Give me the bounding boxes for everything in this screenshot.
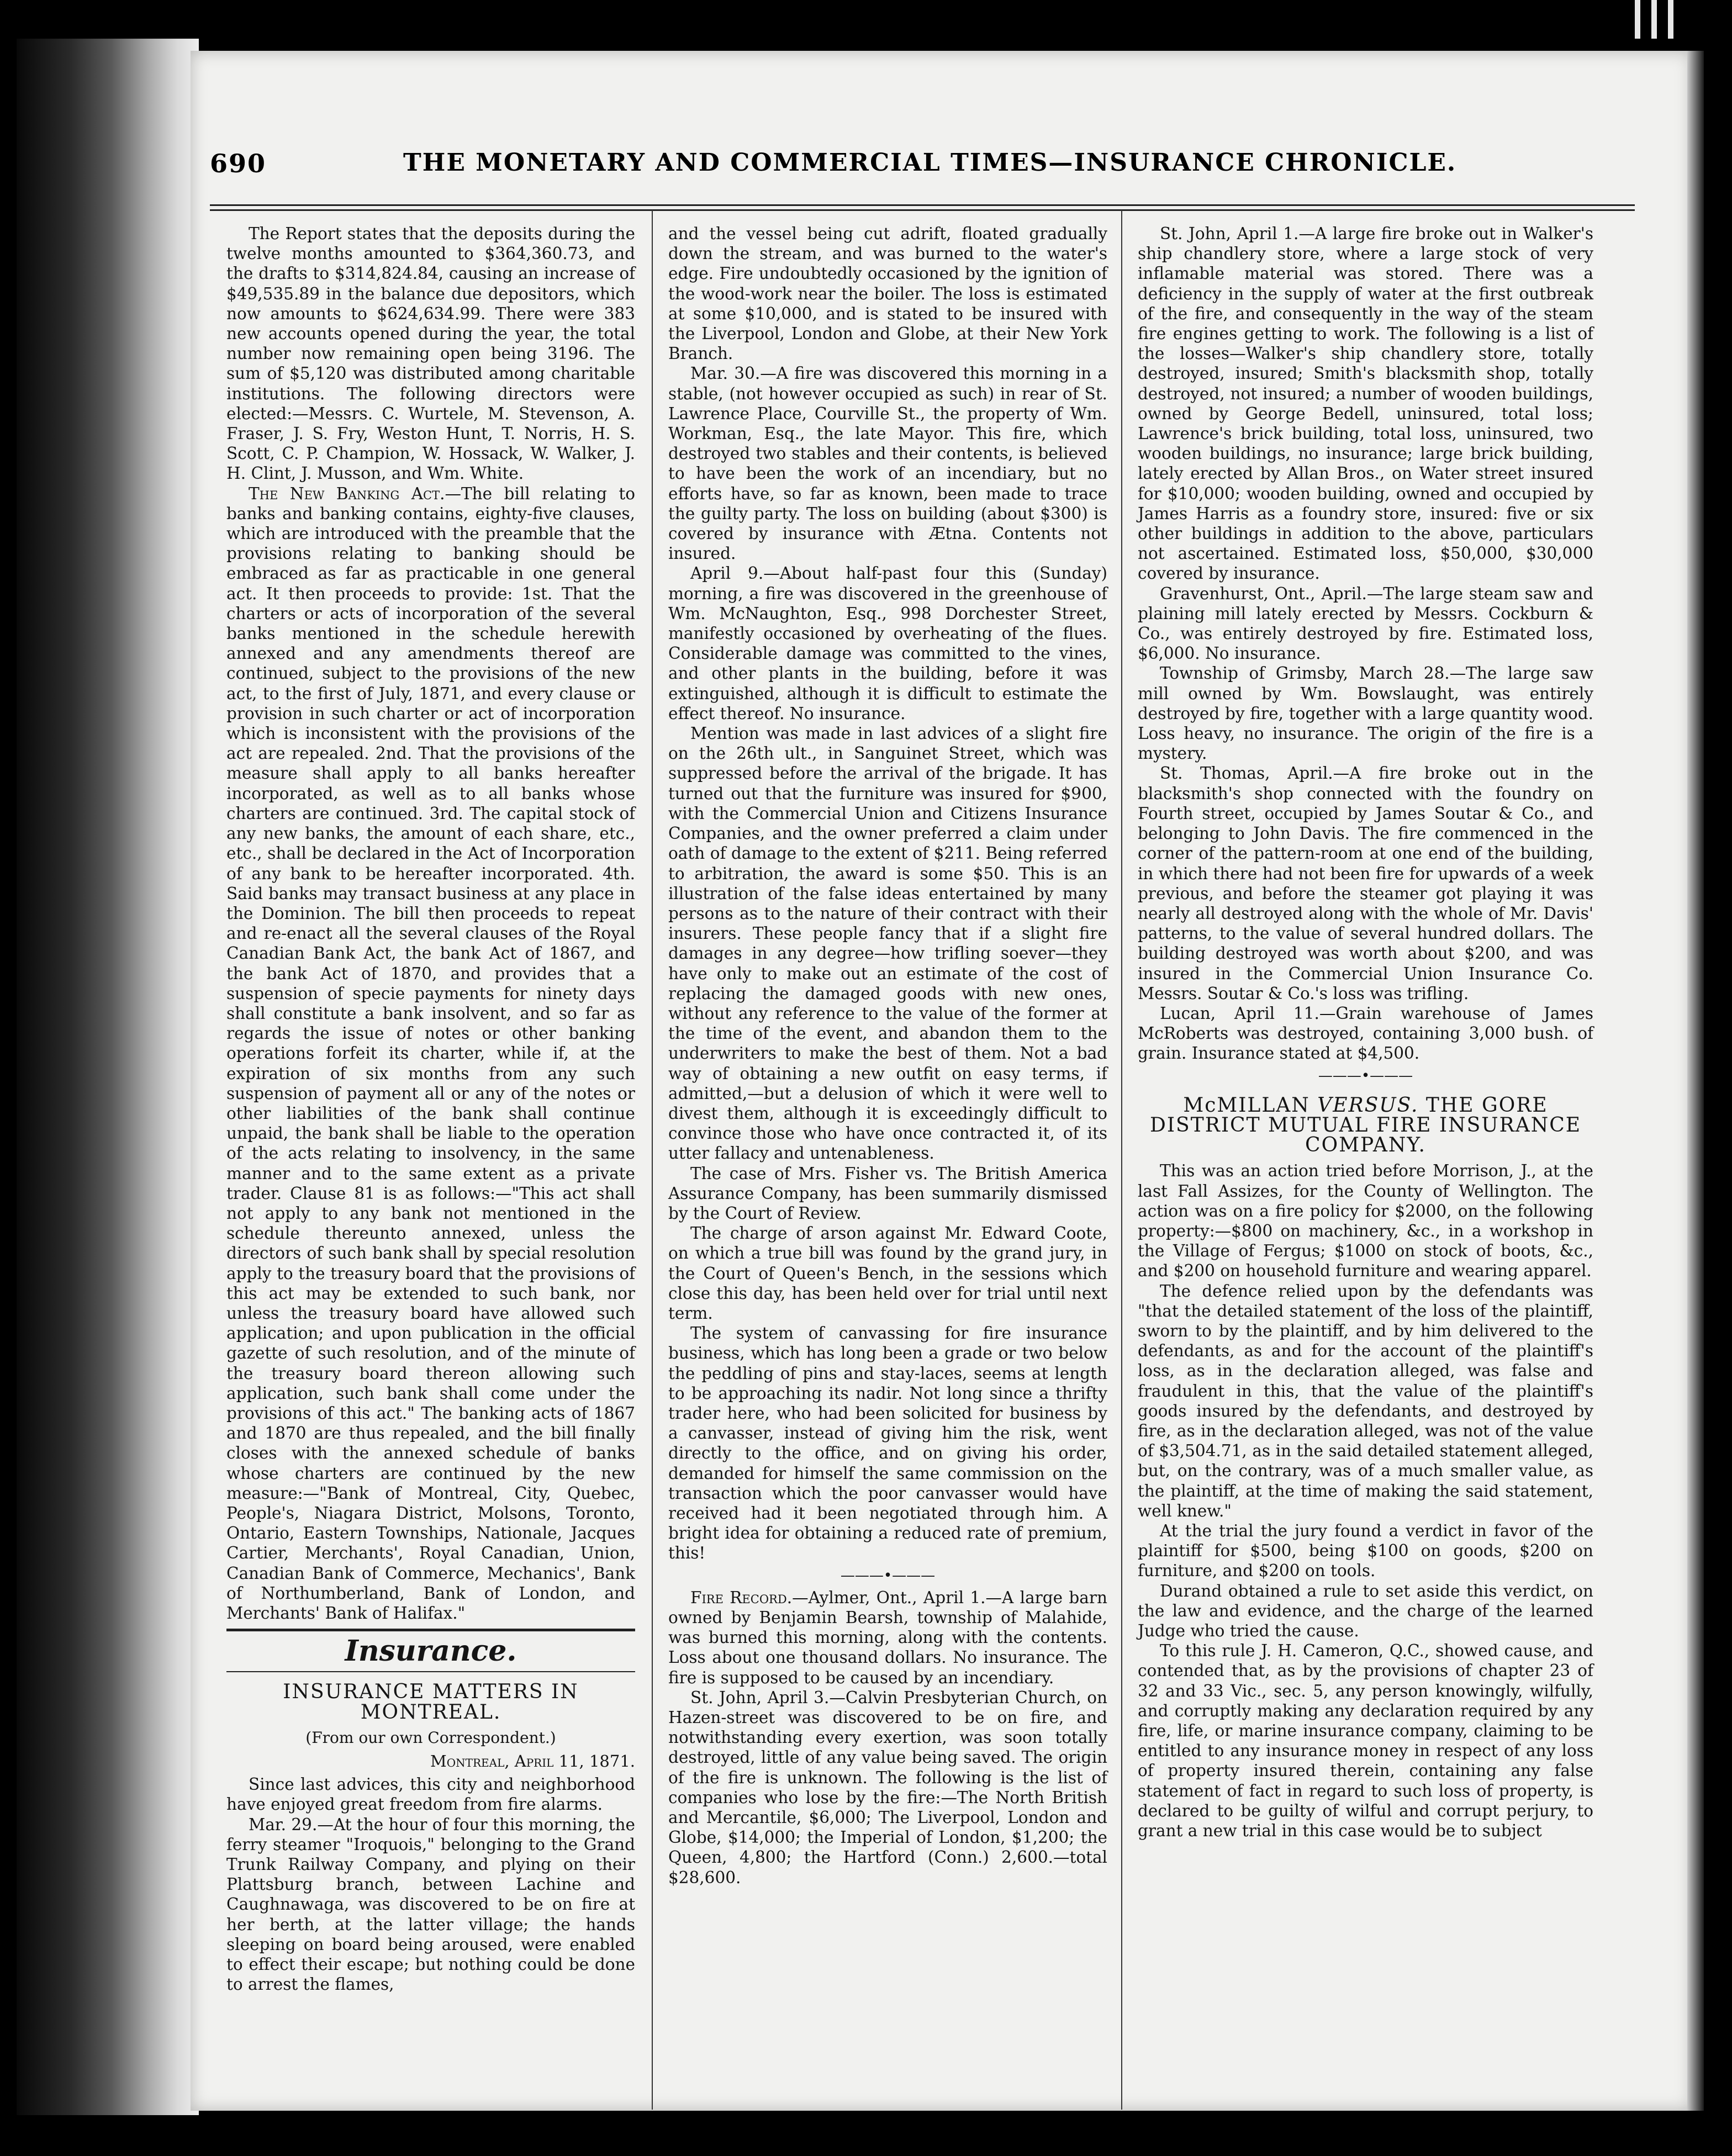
ornament-rule-2: ———•——— — [1318, 1067, 1413, 1084]
stjohn-april1-paragraph: St. John, April 1.—A large fire broke out in Walker's ship chandlery store, where a large stock of very inflamable material was stored. There was a deficiency in the supply of water at the first outbreak of the fire, and consequently in the way of the steam fire engines getting to work. The following is a list of the losses—Walker's ship chandlery store, totally destroyed, insured; Smith's blacksmith shop, totally destroyed, not insured; a number of wooden buildings, owned by George Bedell, uninsured, total loss; Lawrence's brick building, total loss, uninsured, two wooden buildings, no insurance; large brick building, lately erected by Allan Bros., on Water street insured for $10,000; wooden building, owned and occupied by James Harris as a foundry store, insured: five or six other buildings in addition to the above, particulars not ascertained. Estimated loss, $50,000, $30,000 covered by insurance. — [1138, 224, 1593, 583]
column-divider-1 — [652, 210, 653, 2110]
title-part-c: THE GORE DISTRICT MUTUAL FIRE INSURANCE COMPANY. — [1149, 1093, 1582, 1157]
st-thomas-paragraph: St. Thomas, April.—A fire broke out in the blacksmith's shop connected with the foundry on Fourth street, occupied by James Soutar & Co., and belonging to John Davis. The fire commenced in the corner of the pattern-room at one end of the building, in which there had not been fire for upwards of a week previous, and before the steamer got playing it was nearly all destroyed along with the whole of Mr. Davis' patterns, to the value of several hundred dollars. The building destroyed was worth about $200, and was insured in the Commercial Union Insurance Co. Messrs. Soutar & Co.'s loss was trifling. — [1138, 764, 1593, 1003]
mcmillan-p2: The defence relied upon by the defendants was "that the detailed statement of the loss of the plaintiff, sworn to by the plaintiff, and by him delivered to the defendants, as and for the account of the plaintiff's loss, as in the declaration alleged, was false and fraudulent in this, that the value of the plaintiff's goods insured by the defendants, and destroyed by fire, as in the declaration alleged, was not of the value of $3,504.71, as in the said detailed statement alleged, but, on the contrary, was of a much smaller value, as the plaintiff, at the time of making the said statement, well knew." — [1138, 1281, 1593, 1520]
column-3 — [1138, 224, 1593, 1841]
ornament-rule: ———•——— — [840, 1567, 936, 1584]
column-1 — [226, 224, 635, 1994]
title-part-b: VERSUS. — [1317, 1093, 1419, 1117]
fisher-case-paragraph: The case of Mrs. Fisher vs. The British America Assurance Company, has been summarily dismissed by the Court of Review. — [668, 1164, 1107, 1223]
fire-record-heading: Fire Record. — [690, 1588, 793, 1607]
page-right-shadow — [1687, 51, 1704, 2111]
dateline: Montreal, April 11, 1871. — [430, 1752, 635, 1771]
grimsby-paragraph: Township of Grimsby, March 28.—The large saw mill owned by Wm. Bowslaught, was entirely destroyed by fire, together with a large quantity wood. Loss heavy, no insurance. The origin of the fire is a mystery. — [1138, 664, 1593, 763]
canvassing-paragraph: The system of canvassing for fire insurance business, which has long been a grade or two below the peddling of pins and stay-laces, seems at length to be approaching its nadir. Not long since a thrifty trader here, who had been solicited for business by a canvasser, instead of giving him the risk, went directly to the office, and on giving his order, demanded for himself the same commission on the transaction which the poor canvasser would have received had it been negotiated through him. A bright idea for obtaining a reduced rate of premium, this! — [668, 1324, 1107, 1563]
section-rule-thin — [226, 1671, 635, 1672]
fire-record-text: —Aylmer, Ont., April 1.—A large barn owned by Benjamin Bearsh, township of Malahide, was burned this morning, along with the contents. Loss about one thousand dollars. No insurance. The fire is supposed to be caused by an incendiary. — [668, 1588, 1107, 1687]
april9-paragraph: April 9.—About half-past four this (Sunday) morning, a fire was discovered in the greenhouse of Wm. McNaughton, Esq., 998 Dorchester Street, manifestly occasioned by overheating of the flues. Considerable damage was committed to the vines, and other plants in the building, before it was extinguished, although it is difficult to estimate the effect thereof. No insurance. — [668, 564, 1107, 723]
fire-record-paragraph — [668, 1588, 1107, 1688]
column-divider-2 — [1121, 210, 1122, 2110]
column-2 — [668, 224, 1107, 1888]
page-number: 690 — [210, 149, 267, 178]
gravenhurst-paragraph: Gravenhurst, Ont., April.—The large steam saw and plaining mill lately erected by Messrs. Cockburn & Co., was entirely destroyed by fire. Estimated loss, $6,000. No insurance. — [1138, 584, 1593, 663]
montreal-mar29: Mar. 29.—At the hour of four this morning, the ferry steamer "Iroquois," belonging to the Grand Trunk Railway Company, and plying on their Plattsburg branch, between Lachine and Caughnawaga, was discovered to be on fire at her berth, at the latter village; the hands sleeping on board being aroused, were enabled to effect their escape; but nothing could be done to arrest the flames, — [226, 1815, 636, 1994]
running-header — [210, 141, 1457, 185]
lucan-paragraph: Lucan, April 11.—Grain warehouse of James McRoberts was destroyed, containing 3,000 bush. of grain. Insurance stated at $4,500. — [1138, 1003, 1593, 1063]
book-binding-edge — [17, 39, 199, 2115]
banking-act-heading: The New Banking Act. — [249, 484, 445, 503]
running-title: THE MONETARY AND COMMERCIAL TIMES—INSURANCE CHRONICLE. — [403, 149, 1457, 177]
correspondent-byline: (From our own Correspondent.) — [305, 1728, 556, 1747]
scan-frame-marks — [1635, 0, 1685, 50]
mar30-paragraph: Mar. 30.—A fire was discovered this morning in a stable, (not however occupied as such) in rear of St. Lawrence Place, Courville St., the property of Wm. Workman, Esq., the late Mayor. This fire, which destroyed two stables and their contents, is believed to have been the work of an incendiary, but no efforts have, so far as known, been made to trace the guilty party. The loss on building (about $300) is covered by insurance with Ætna. Contents not insured. — [668, 364, 1107, 563]
stjohn-april3-paragraph: St. John, April 3.—Calvin Presbyterian Church, on Hazen-street was discovered to be on fire, and notwithstanding every exertion, was soon totally destroyed, little of any value being saved. The origin of the fire is unknown. The following is the list of companies who lose by the fire:—The North British and Mercantile, $6,000; The Liverpool, London and Globe, $14,000; the Imperial of London, $1,200; the Queen, 4,800; the Hartford (Conn.) 2,600.—total $28,600. — [668, 1688, 1107, 1887]
sanguinet-paragraph: Mention was made in last advices of a slight fire on the 26th ult., in Sanguinet Street, which was suppressed before the arrival of the brigade. It has turned out that the furniture was insured for $900, with the Commercial Union and Citizens Insurance Companies, and the owner preferred a claim under oath of damage to the extent of $211. Being referred to arbitration, the award is some $50. This is an illustration of the false ideas entertained by many persons as to the nature of their contract with their insurers. These people fancy that if a slight fire damages in any degree—how trifling soever—they have only to make out an estimate of the cost of replacing the damaged goods with new ones, without any reference to the value of the former at the time of the event, and abandon them to the underwriters to make the best of them. Not a bad way of obtaining a new outfit on easy terms, if admitted,—but a delusion of which it were well to divest them, although it is exceedingly difficult to convince those who have once contracted it, of its utter fallacy and untenableness. — [668, 724, 1107, 1163]
vessel-continuation: and the vessel being cut adrift, floated gradually down the stream, and was burned to the water's edge. Fire undoubtedly occasioned by the ignition of the wood-work near the boiler. The loss is estimated at some $10,000, and is stated to be insured with the Liverpool, London and Globe, at their New York Branch. — [668, 224, 1107, 363]
section-rule — [226, 1629, 635, 1631]
insurance-section-heading: Insurance. — [345, 1634, 517, 1668]
header-double-rule — [210, 204, 1635, 211]
mcmillan-p5: To this rule J. H. Cameron, Q.C., showed cause, and contended that, as by the provisions of chapter 23 of 32 and 33 Vic., sec. 5, any person knowingly, wilfully, and corruptly making any declaration required by any fire, life, or marine insurance company, claiming to be entitled to any insurance money in respect of any loss of property insured therein, containing any false statement of fact in regard to such loss of property, is declared to be guilty of wilful and corrupt perjury, to grant a new trial in this case would be to subject — [1138, 1641, 1593, 1841]
article-title-montreal: INSURANCE MATTERS IN MONTREAL. — [283, 1681, 579, 1724]
article-title-mcmillan — [1138, 1093, 1593, 1157]
mcmillan-p3: At the trial the jury found a verdict in favor of the plaintiff for $500, being $100 on goods, $200 on furniture, and $200 on tools. — [1138, 1521, 1593, 1581]
mcmillan-p4: Durand obtained a rule to set aside this verdict, on the law and evidence, and the charge of the learned Judge who tried the cause. — [1138, 1581, 1593, 1641]
montreal-intro: Since last advices, this city and neighborhood have enjoyed great freedom from fire alarms. — [226, 1775, 635, 1814]
banking-act-text: —The bill relating to banks and banking contains, eighty-five clauses, which are introduced with the preamble that the provisions relating to banking should be embraced as far as practicable in one general act. It then proceeds to provide: 1st. That the charters or acts of incorporation of the several banks mentioned in the schedule herewith annexed and any amendments thereof are continued, subject to the provisions of the new act, to the first of July, 1871, and every clause or provision in such charter or act of incorporation which is inconsistent with the provisions of the act are repealed. 2nd. That the provisions of the measure shall apply to all banks hereafter incorporated, as well as to all banks whose charters are continued. 3rd. The capital stock of any new banks, the amount of each share, etc., etc., shall be declared in the Act of Incorporation of any bank to be hereafter incorporated. 4th. Said banks may transact business at any place in the Dominion. The bill then proceeds to repeat and re-enact all the several clauses of the Royal Canadian Bank Act, the bank Act of 1867, and the bank Act of 1870, and provides that a suspension of specie payments for ninety days shall constitute a bank insolvent, and so far as regards the issue of notes or other banking operations forfeit its charter, while if, at the expiration of six months from any such suspension of payment all or any of the notes or other liabilities of the bank shall continue unpaid, the bank shall be liable to the operation of the acts relating to insolvency, in the same manner and to the same extent as a private trader. Clause 81 is as follows:—"This act shall not apply to any bank not mentioned in the schedule thereunto annexed, unless the directors of such bank shall by special resolution apply to the treasury board that the provisions of this act may be extended to such bank, nor unless the treasury board have allowed such application; and upon publication in the official gazette of such resolution, and of the minute of the treasury board thereon allowing such application, such bank shall come under the provisions of this act." The banking acts of 1867 and 1870 are thus repealed, and the bill finally closes with the annexed schedule of banks whose charters are continued by the new measure:—"Bank of Montreal, City, Quebec, People's, Niagara District, Molsons, Toronto, Ontario, Eastern Townships, Nationale, Jacques Cartier, Merchants', Royal Canadian, Union, Canadian Bank of Commerce, Mechanics', Bank of Northumberland, Bank of London, and Merchants' Bank of Halifax." — [226, 484, 635, 1623]
title-part-a: McMILLAN — [1183, 1093, 1310, 1117]
arson-charge-paragraph: The charge of arson against Mr. Edward Coote, on which a true bill was found by the grand jury, in the Court of Queen's Bench, in the sessions which close this day, has been held over for trial until next term. — [668, 1224, 1107, 1323]
report-paragraph: The Report states that the deposits during the twelve months amounted to $364,360.73, and the drafts to $314,824.84, causing an increase of $49,535.89 in the balance due depositors, which now amounts to $624,634.99. There were 383 new accounts opened during the year, the total number now remaining open being 3196. The sum of $5,120 was distributed among charitable institutions. The following directors were elected:—Messrs. C. Wurtele, M. Stevenson, A. Fraser, J. S. Fry, Weston Hunt, T. Norris, H. S. Scott, C. P. Champion, W. Hossack, W. Walker, J. H. Clint, J. Musson, and Wm. White. — [226, 224, 635, 483]
mcmillan-p1: This was an action tried before Morrison, J., at the last Fall Assizes, for the County of Wellington. The action was on a fire policy for $2000, on the following property:—$800 on machinery, &c., in a workshop in the Village of Fergus; $1000 on stock of boots, &c., and $200 on household furniture and wearing apparel. — [1138, 1161, 1593, 1281]
banking-act-paragraph — [226, 484, 635, 1624]
